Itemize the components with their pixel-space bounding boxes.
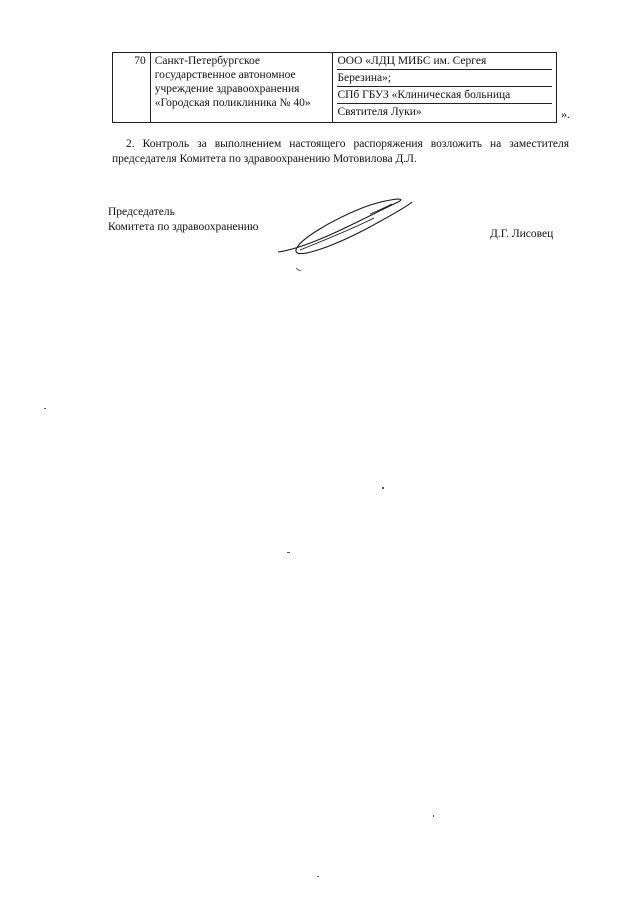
organization-line (337, 105, 552, 120)
org-word: МИБС (397, 55, 431, 67)
table-row (113, 53, 557, 123)
organization-line (337, 54, 552, 70)
org-word: «ЛДЦ (365, 55, 395, 67)
organization-line (337, 71, 552, 87)
org-word: больница (464, 89, 511, 101)
org-word: ГБУЗ (362, 89, 389, 101)
scan-speck (287, 552, 290, 553)
org-word: ООО (337, 55, 363, 67)
org-word: Сергея (452, 55, 487, 67)
org-word: им. (433, 55, 450, 67)
row-number: 70 (134, 55, 146, 67)
organization-cell (333, 53, 557, 123)
handwritten-signature (270, 190, 430, 280)
signatory-title (108, 205, 258, 235)
org-word: Святителя Луки» (337, 106, 422, 118)
scan-speck (44, 408, 46, 409)
scan-speck (433, 815, 434, 817)
scan-speck (317, 876, 319, 877)
institution-line: Санкт-Петербургское (154, 55, 260, 67)
org-word: Березина»; (337, 72, 392, 84)
signatory-name: Д.Г. Лисовец (490, 228, 554, 240)
signatory-title-line: Председатель (108, 206, 175, 218)
signatory-title-line: Комитета по здравоохранению (108, 221, 259, 233)
institution-cell (150, 53, 333, 123)
paragraph-line: 2. Контроль за выполнением настоящего распоряжения возложить на заместителя (126, 138, 569, 150)
institution-line: учреждение здравоохранения (154, 83, 300, 95)
organization-line (337, 88, 552, 104)
assignment-table (112, 52, 557, 123)
institution-line: государственное автономное (154, 69, 296, 81)
org-word: СПб (337, 89, 360, 101)
closing-quote-mark: ». (561, 107, 570, 121)
control-paragraph (112, 137, 569, 167)
paragraph-line: председателя Комитета по здравоохранению Мотовилова Д.Л. (112, 153, 417, 165)
scan-speck (382, 487, 384, 489)
org-word: «Клиническая (391, 89, 462, 101)
row-number-cell (113, 53, 151, 123)
institution-line: «Городская поликлиника № 40» (154, 97, 311, 109)
